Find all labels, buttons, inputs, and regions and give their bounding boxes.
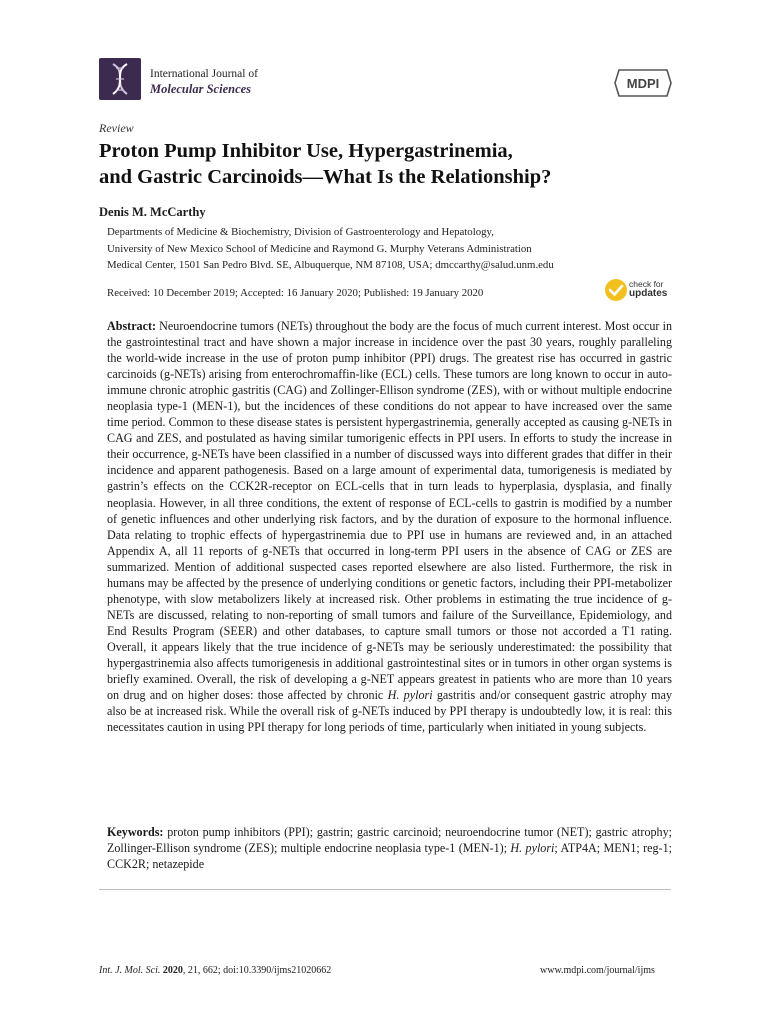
journal-logo bbox=[99, 58, 141, 100]
keywords-italic: H. pylori bbox=[510, 841, 555, 856]
check-updates-line1: check for bbox=[629, 279, 664, 289]
author-name: Denis M. McCarthy bbox=[99, 205, 206, 219]
abstract-text-1: Neuroendocrine tumors (NETs) throughout the body are the focus of much current interest. Most occur in the gastrointestinal tract and have shown a major increase in incidence over the past 30 years, roughly paralleling the world-wide increase in the use of proton pump inhibitor (PPI) drugs. The greatest rise has occurred in gastric carcinoids (g-NETs) arising from enterochromaffin-like (ECL) cells. These tumors are long known to occur in auto-immune chronic atrophic gastritis (CAG) and Zollinger-Ellison syndrome (ZES), with or without multiple endocrine neoplasia type-1 (MEN-1), but the incidences of these conditions do not appear to have increased over the same time period. Common to these disease states is persistent hypergastrinemia, generally accepted as causing g-NETs in CAG and ZES, and postulated as having similar tumorigenic effects in PPI users. In efforts to study the increase in their occurrence, g-NETs have been classified in a number of discussed ways into different grades that differ in their incidence and apparent pathogenesis. Based on a large amount of experimental data, tumorigenesis is mediated by gastrin’s effects on the CCK2R-receptor on ECL-cells that in turn leads to hyperplasia, dysplasia, and finally neoplasia. However, in all three conditions, the extent of response of ECL-cells to gastrin is modified by a number of genetic influences and other underlying risk factors, and by the duration of exposure to the hormonal influence. Data relating to trophic effects of hypergastrinemia due to PPI use in humans are reviewed and, in an attached Appendix A, all 11 reports of g-NETs that occurred in long-term PPI users in the absence of CAG or ZES are summarized. Mention of additional suspected cases reported elsewhere are also listed. Furthermore, the risk in humans may be affected by the presence of underlying conditions or genetic factors, including their PPI-metabolizer phenotype, with slow metabolizers likely at increased risk. Other problems in estimating the true incidence of g-NETs are discussed, relating to non-reporting of small tumors and failure of the Surveillance, Epidemiology, and End Results Program (SEER) and other databases, to capture small tumors or those not accorded a T1 rating. Overall, it appears likely that the true incidence of g-NETs may be seriously underestimated: the possibility that hypergastrinemia also affects tumorigenesis in additional gastrointestinal sites or in tumors in other organ systems is briefly examined. Overall, the risk of developing a g-NET appears greatest in patients who are more than 10 years on drug and on higher doses: those affected by chronic bbox=[107, 319, 672, 703]
mdpi-logo bbox=[613, 68, 673, 98]
abstract-label: Abstract: bbox=[107, 319, 157, 333]
abstract-italic: H. pylori bbox=[387, 688, 433, 703]
footer-year: 2020 bbox=[162, 965, 183, 976]
footer-url[interactable]: www.mdpi.com/journal/ijms bbox=[540, 965, 655, 976]
title-line1: Proton Pump Inhibitor Use, Hypergastrinemia, bbox=[99, 140, 513, 162]
abstract-text-2: gastritis and/or consequent gastric atrophy may also be at increased risk. While the overall risk of g-NETs induced by PPI therapy is undoubtedly low, it is real: this necessitates caution in using PPI therapy for long periods of time, particularly when initiated in young subjects. bbox=[107, 688, 672, 735]
article-type: Review bbox=[99, 121, 134, 135]
title-line2: and Gastric Carcinoids—What Is the Relationship? bbox=[99, 166, 552, 188]
journal-name-line2: Molecular Sciences bbox=[150, 82, 252, 96]
affiliation-line2: University of New Mexico School of Medicine and Raymond G. Murphy Veterans Administration bbox=[107, 242, 532, 255]
check-updates-icon bbox=[603, 277, 629, 303]
footer-citation bbox=[99, 965, 331, 976]
footer-citation-rest: , 21, 662; doi:10.3390/ijms21020662 bbox=[182, 965, 332, 976]
keywords-text-1: proton pump inhibitors (PPI); gastrin; gastric carcinoid; neuroendocrine tumor (NET); gastric atrophy; Zollinger-Ellison syndrome (ZES); multiple endocrine neoplasia type-1 (MEN-1); bbox=[107, 825, 672, 856]
page-title bbox=[99, 138, 679, 190]
keywords bbox=[107, 824, 672, 872]
divider bbox=[99, 889, 671, 890]
affiliation-line1: Departments of Medicine & Biochemistry, Division of Gastroenterology and Hepatology, bbox=[107, 226, 494, 238]
affiliation bbox=[107, 224, 667, 274]
journal-name-line1: International Journal of bbox=[150, 68, 258, 80]
check-updates-line2: updates bbox=[629, 288, 668, 299]
keywords-label: Keywords: bbox=[107, 825, 164, 839]
abstract bbox=[107, 318, 672, 735]
footer-journal-abbr: Int. J. Mol. Sci. bbox=[99, 965, 161, 976]
keywords-text-2: ; ATP4A; MEN1; reg-1; CCK2R; netazepide bbox=[107, 841, 672, 872]
article-dates: Received: 10 December 2019; Accepted: 16 January 2020; Published: 19 January 2020 bbox=[107, 287, 484, 299]
publisher-name: MDPI bbox=[626, 76, 660, 91]
dna-icon bbox=[99, 58, 141, 100]
affiliation-line3: Medical Center, 1501 San Pedro Blvd. SE, Albuquerque, NM 87108, USA; dmccarthy@salud.unm.edu bbox=[107, 259, 554, 271]
check-updates-text[interactable] bbox=[629, 279, 667, 299]
journal-name bbox=[150, 67, 258, 97]
